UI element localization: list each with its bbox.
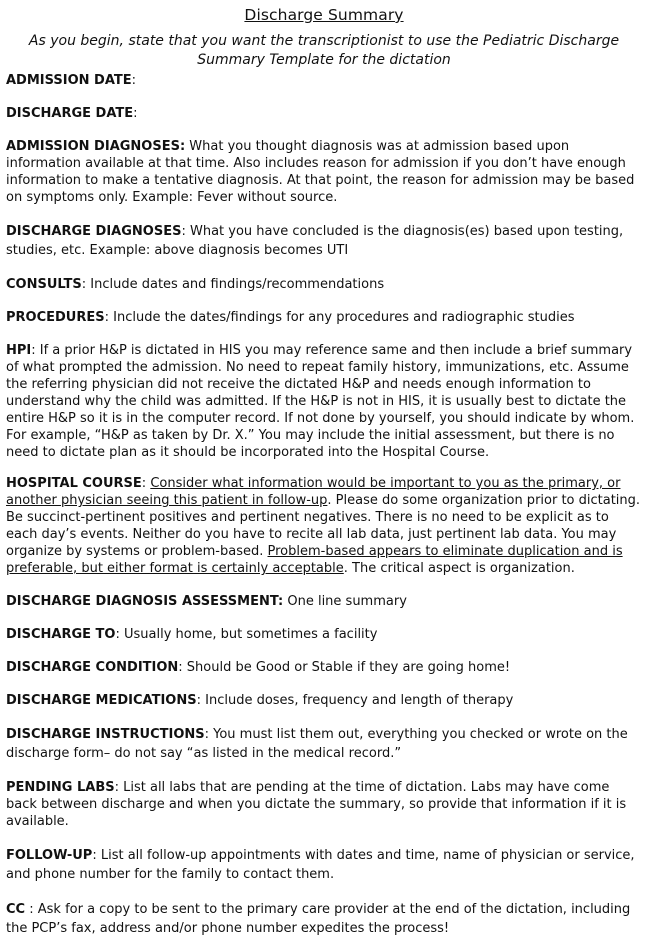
section-pending-labs: [6, 779, 642, 830]
section-label: DISCHARGE CONDITION: [6, 660, 179, 675]
underlined-text: Consider what information would be important to you as the primary, or another physician seeing this patient in follow-up: [6, 476, 621, 508]
section-discharge-instructions: [6, 725, 642, 763]
section-discharge-to: [6, 626, 642, 643]
document-subtitle: As you begin, state that you want the transcriptionist to use the Pediatric Discharge Summary Template for the dictation: [28, 33, 620, 68]
section-text: : List all follow-up appointments with dates and time, name of physician or service, and phone number for the family to contact them.: [6, 848, 635, 882]
section-label: ADMISSION DIAGNOSES:: [6, 139, 186, 154]
section-hpi: [6, 342, 642, 461]
section-separator: :: [131, 73, 137, 88]
section-separator: :: [141, 476, 151, 491]
section-label: PENDING LABS: [6, 780, 115, 795]
section-text: What you thought diagnosis was at admission based upon information available at that time. Also includes reason for admission if you don’t have enough information to make a tentative diagnosis. At that point, the reason for admission may be based on symptoms only. Example: Fever without source.: [6, 139, 635, 205]
section-consults: [6, 276, 642, 293]
section-label: HPI: [6, 343, 32, 358]
underlined-text: preferable, but either format is certainly acceptable: [6, 561, 344, 576]
section-label: HOSPITAL COURSE: [6, 476, 142, 491]
section-text: : List all labs that are pending at the time of dictation. Labs may have come back between discharge and when you dictate the summary, so provide that information if it is available.: [6, 780, 627, 829]
section-text: : Should be Good or Stable if they are going home!: [178, 660, 511, 675]
section-text: : If a prior H&P is dictated in HIS you may reference same and then include a brief summary of what prompted the admission. No need to repeat family history, immunizations, etc. Assume the referring physician did not receive the dictated H&P and needs enough information to understand why the child was admitted. If the H&P is not in HIS, it is usually best to dictate the entire H&P so it is in the computer record. If not done by yourself, you should indicate by whom. For example, “H&P as taken by Dr. X.” You may include the initial assessment, but there is no need to dictate plan as it should be incorporated into the Hospital Course.: [6, 343, 635, 460]
section-text: : You must list them out, everything you checked or wrote on the discharge form– do not say “as listed in the medical record.”: [6, 727, 628, 761]
section-text: . Please do some organization prior to dictating. Be succinct-pertinent positives and pertinent negatives. There is no need to be explicit as to each day’s events. Neither do you have to recite all lab data, just pertinent lab data. You may organize by systems or problem-based.: [6, 493, 641, 559]
section-procedures: [6, 309, 642, 326]
section-separator: :: [133, 106, 138, 121]
section-text: : Ask for a copy to be sent to the primary care provider at the end of the dictation, including the PCP’s fax, address and/or phone number expedites the process!: [6, 902, 631, 936]
section-label: FOLLOW-UP: [6, 848, 93, 863]
section-label: DISCHARGE INSTRUCTIONS: [6, 727, 205, 742]
section-admission-date: [6, 72, 642, 89]
section-text: : Include the dates/findings for any procedures and radiographic studies: [104, 310, 575, 325]
section-hospital-course: [6, 475, 642, 577]
underlined-text: Problem-based appears to eliminate duplication and is: [267, 544, 623, 559]
section-label: DISCHARGE TO: [6, 627, 116, 642]
section-label: DISCHARGE DATE: [6, 106, 134, 121]
section-label: CONSULTS: [6, 277, 82, 292]
section-discharge-diagnoses: [6, 222, 642, 260]
section-text: : Usually home, but sometimes a facility: [115, 627, 378, 642]
section-text: One line summary: [283, 594, 407, 609]
section-label: DISCHARGE DIAGNOSIS ASSESSMENT:: [6, 594, 284, 609]
document-title: Discharge Summary: [244, 6, 404, 24]
section-text: : What you have concluded is the diagnosis(es) based upon testing, studies, etc. Example: above diagnosis becomes UTI: [6, 224, 624, 258]
section-label: DISCHARGE MEDICATIONS: [6, 693, 197, 708]
section-discharge-condition: [6, 659, 642, 676]
section-text: . The critical aspect is organization.: [343, 561, 575, 576]
section-cc: [6, 900, 642, 938]
section-label: CC: [6, 902, 26, 917]
section-admission-diagnoses: [6, 138, 642, 206]
section-label: ADMISSION DATE: [6, 73, 132, 88]
section-label: DISCHARGE DIAGNOSES: [6, 224, 182, 239]
section-discharge-medications: [6, 692, 642, 709]
section-text: : Include dates and findings/recommendations: [81, 277, 385, 292]
section-follow-up: [6, 846, 642, 884]
section-label: PROCEDURES: [6, 310, 105, 325]
section-discharge-diagnosis-assessment: [6, 593, 642, 610]
section-discharge-date: [6, 105, 642, 122]
section-text: : Include doses, frequency and length of therapy: [196, 693, 514, 708]
